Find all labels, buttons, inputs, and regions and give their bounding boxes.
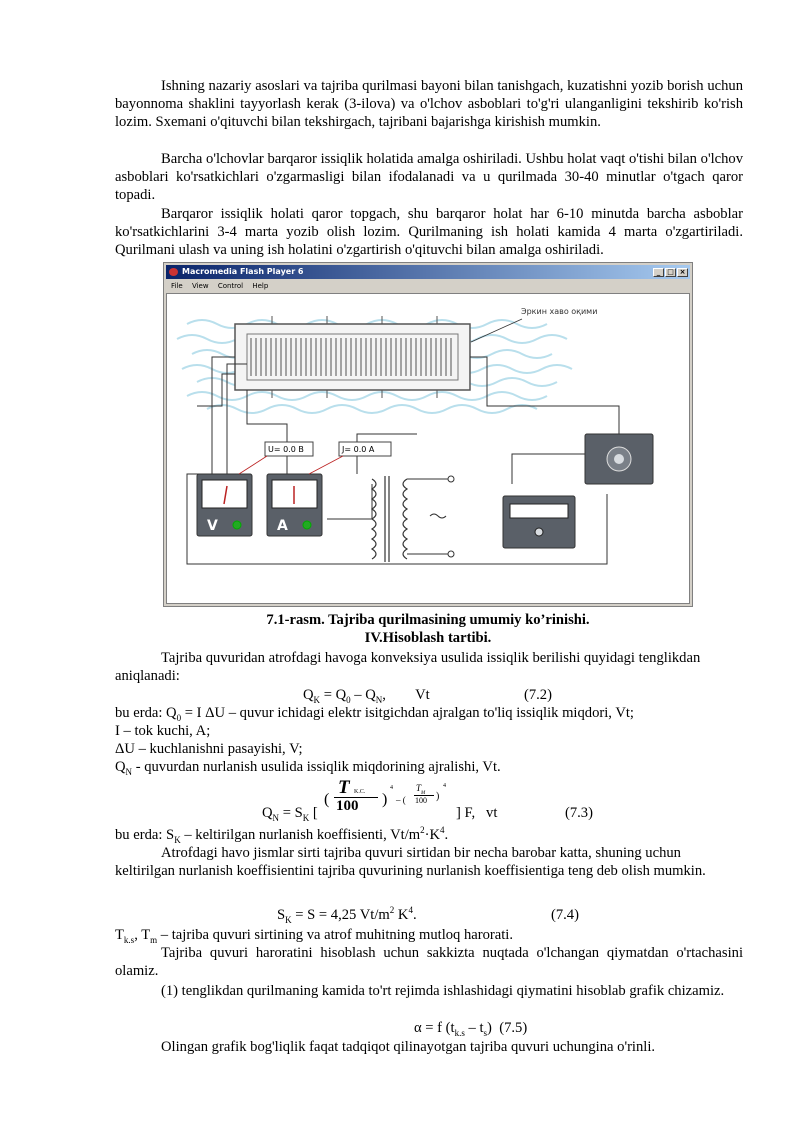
equation-7-3-right: ] F, vt (456, 805, 498, 821)
definition-voltage-drop: ΔU – kuchlanishni pasayishi, V; (115, 741, 303, 757)
definition-q0: bu erda: $Q_0 = I$ ΔU – quvur ichidagi elektr isitgichdan ajralgan to'liq issiqlik miqdori, Vt; (115, 705, 634, 723)
experiment-canvas (166, 293, 690, 604)
voltage-readout-text: U= 0.0 B (268, 445, 304, 454)
paragraph-convection: Tajriba quvuridan atrofdagi havoga konveksiya usulida issiqlik berilishi quyidagi tenglikdan aniqlanadi: (115, 650, 701, 685)
terminal-bottom (448, 551, 454, 557)
paragraph-measurements: Barcha o'lchovlar barqaror issiqlik holatida amalga oshiriladi. Ushbu holat vaqt o'tishi bilan o'lchov asboblari ko'rsatkichlari o'zgarmasligi bilan ifodalanadi va u qurilmada 30-40 minutlar o'tgach qaror topadi. (115, 151, 743, 204)
equation-7-5: α = f $(t_{k.s} - t_s)$ (7.5) (414, 1020, 528, 1038)
potentiometer-scale (510, 504, 568, 518)
menu-view[interactable]: View (191, 282, 209, 290)
free-convection-label: Эркин хаво оқими (521, 307, 598, 316)
ammeter-letter: A (277, 518, 288, 534)
menu-control[interactable]: Control (217, 282, 244, 290)
minimize-button[interactable]: _ (653, 268, 664, 277)
potentiometer-knob[interactable] (535, 528, 543, 536)
experiment-diagram (167, 294, 691, 605)
section-heading: IV.Hisoblash tartibi. (364, 630, 492, 646)
equation-7-4: $S_K = S = 4,25$ $Vt/m^2$ $K^4$. (277, 905, 417, 925)
window-title: Macromedia Flash Player 6 (182, 267, 304, 276)
window-titlebar (166, 265, 690, 279)
heater-coil (251, 338, 451, 376)
menu-help[interactable]: Help (252, 282, 269, 290)
voltmeter-letter: V (207, 518, 218, 534)
close-button[interactable]: × (677, 268, 688, 277)
equation-7-3-left: $Q_N = S_K$ [ (262, 805, 318, 823)
definition-current: I – tok kuchi, A; (115, 723, 211, 739)
figure-caption: 7.1-rasm. Tajriba qurilmasining umumiy ko’rinishi. (266, 612, 590, 628)
paragraph-intro: Ishning nazariy asoslari va tajriba qurilmasi bayoni bilan tanishgach, kuzatishni yozib borish uchun bayonnoma shaklini tayyorlash kerak (3-ilova) va o'lchov asboblari to'g'ri ulanganligini tekshirib ko'rish lozim. Sxemani o'qituvchi bilan tekshirgach, tajribani bajarishga kirishish mumkin. (115, 78, 743, 131)
terminal-top (448, 476, 454, 482)
current-readout-text: J= 0.0 A (342, 445, 375, 454)
definition-temperatures: $T_{k.s}$, $T_m$ – tajriba quvuri sirtining va atrof muhitning mutloq harorati. (115, 927, 514, 945)
paragraph-steady-state: Barqaror issiqlik holati qaror topgach, shu barqaror holat har 6-10 minutda barcha asboblar ko'rsatkichlarini 3-4 marta yozib olish lozim. Qurilmaning ish holati kamida 4 marta o'zgartiriladi. Qurilmani ulash va uning ish holatini o'zgartirish o'qituvchi bilan amalga oshiriladi. (115, 206, 743, 259)
menu-file[interactable]: File (171, 282, 183, 290)
equation-7-3-number: (7.3) (565, 805, 593, 821)
convection-arrow (471, 319, 522, 342)
flash-app-icon (169, 268, 178, 276)
paragraph-conclusion: Olingan grafik bog'liqlik faqat tadqiqot qilinayotgan tajriba quvuri uchungina o'rinli. (161, 1039, 656, 1055)
equation-7-2: $Q_K = Q_0 - Q_N$, Vt (303, 687, 430, 705)
flash-player-window (163, 262, 693, 607)
ammeter-indicator (303, 521, 311, 529)
paragraph-environment: Atrofdagi havo jismlar sirti tajriba quvuri sirtidan bir necha barobar katta, shuning uchun keltirilgan nurlanish koeffisientini tajriba quvurining nurlanish koeffisientiga teng deb olish mumkin. (115, 845, 706, 880)
equation-7-3-fraction: ( T K.C. 100 ) 4 – ( $T_M$ 100 ) 4 (324, 777, 446, 814)
voltmeter-indicator (233, 521, 241, 529)
equation-7-2-number: (7.2) (524, 687, 552, 703)
ac-symbol-icon (430, 514, 446, 518)
paragraph-graph: (1) tenglikdan qurilmaning kamida to'rt rejimda ishlashidagi qiymatini hisoblab grafik chizamiz. (161, 983, 725, 999)
definition-sk: bu erda: $S_K$ – keltirilgan nurlanish koeffisienti, $Vt/m^2\cdot K^4$. (115, 825, 449, 845)
paragraph-temperature: Tajriba quvuri haroratini hisoblash uchun sakkizta nuqtada o'lchangan qiymatdan o'rtachasini olamiz. (115, 945, 743, 980)
menubar (166, 280, 690, 292)
definition-qn: $Q_N$ - quvurdan nurlanish usulida issiqlik miqdorining ajralishi, Vt. (115, 759, 501, 777)
transformer (372, 476, 407, 562)
maximize-button[interactable]: □ (665, 268, 676, 277)
equation-7-4-number: (7.4) (551, 907, 579, 923)
